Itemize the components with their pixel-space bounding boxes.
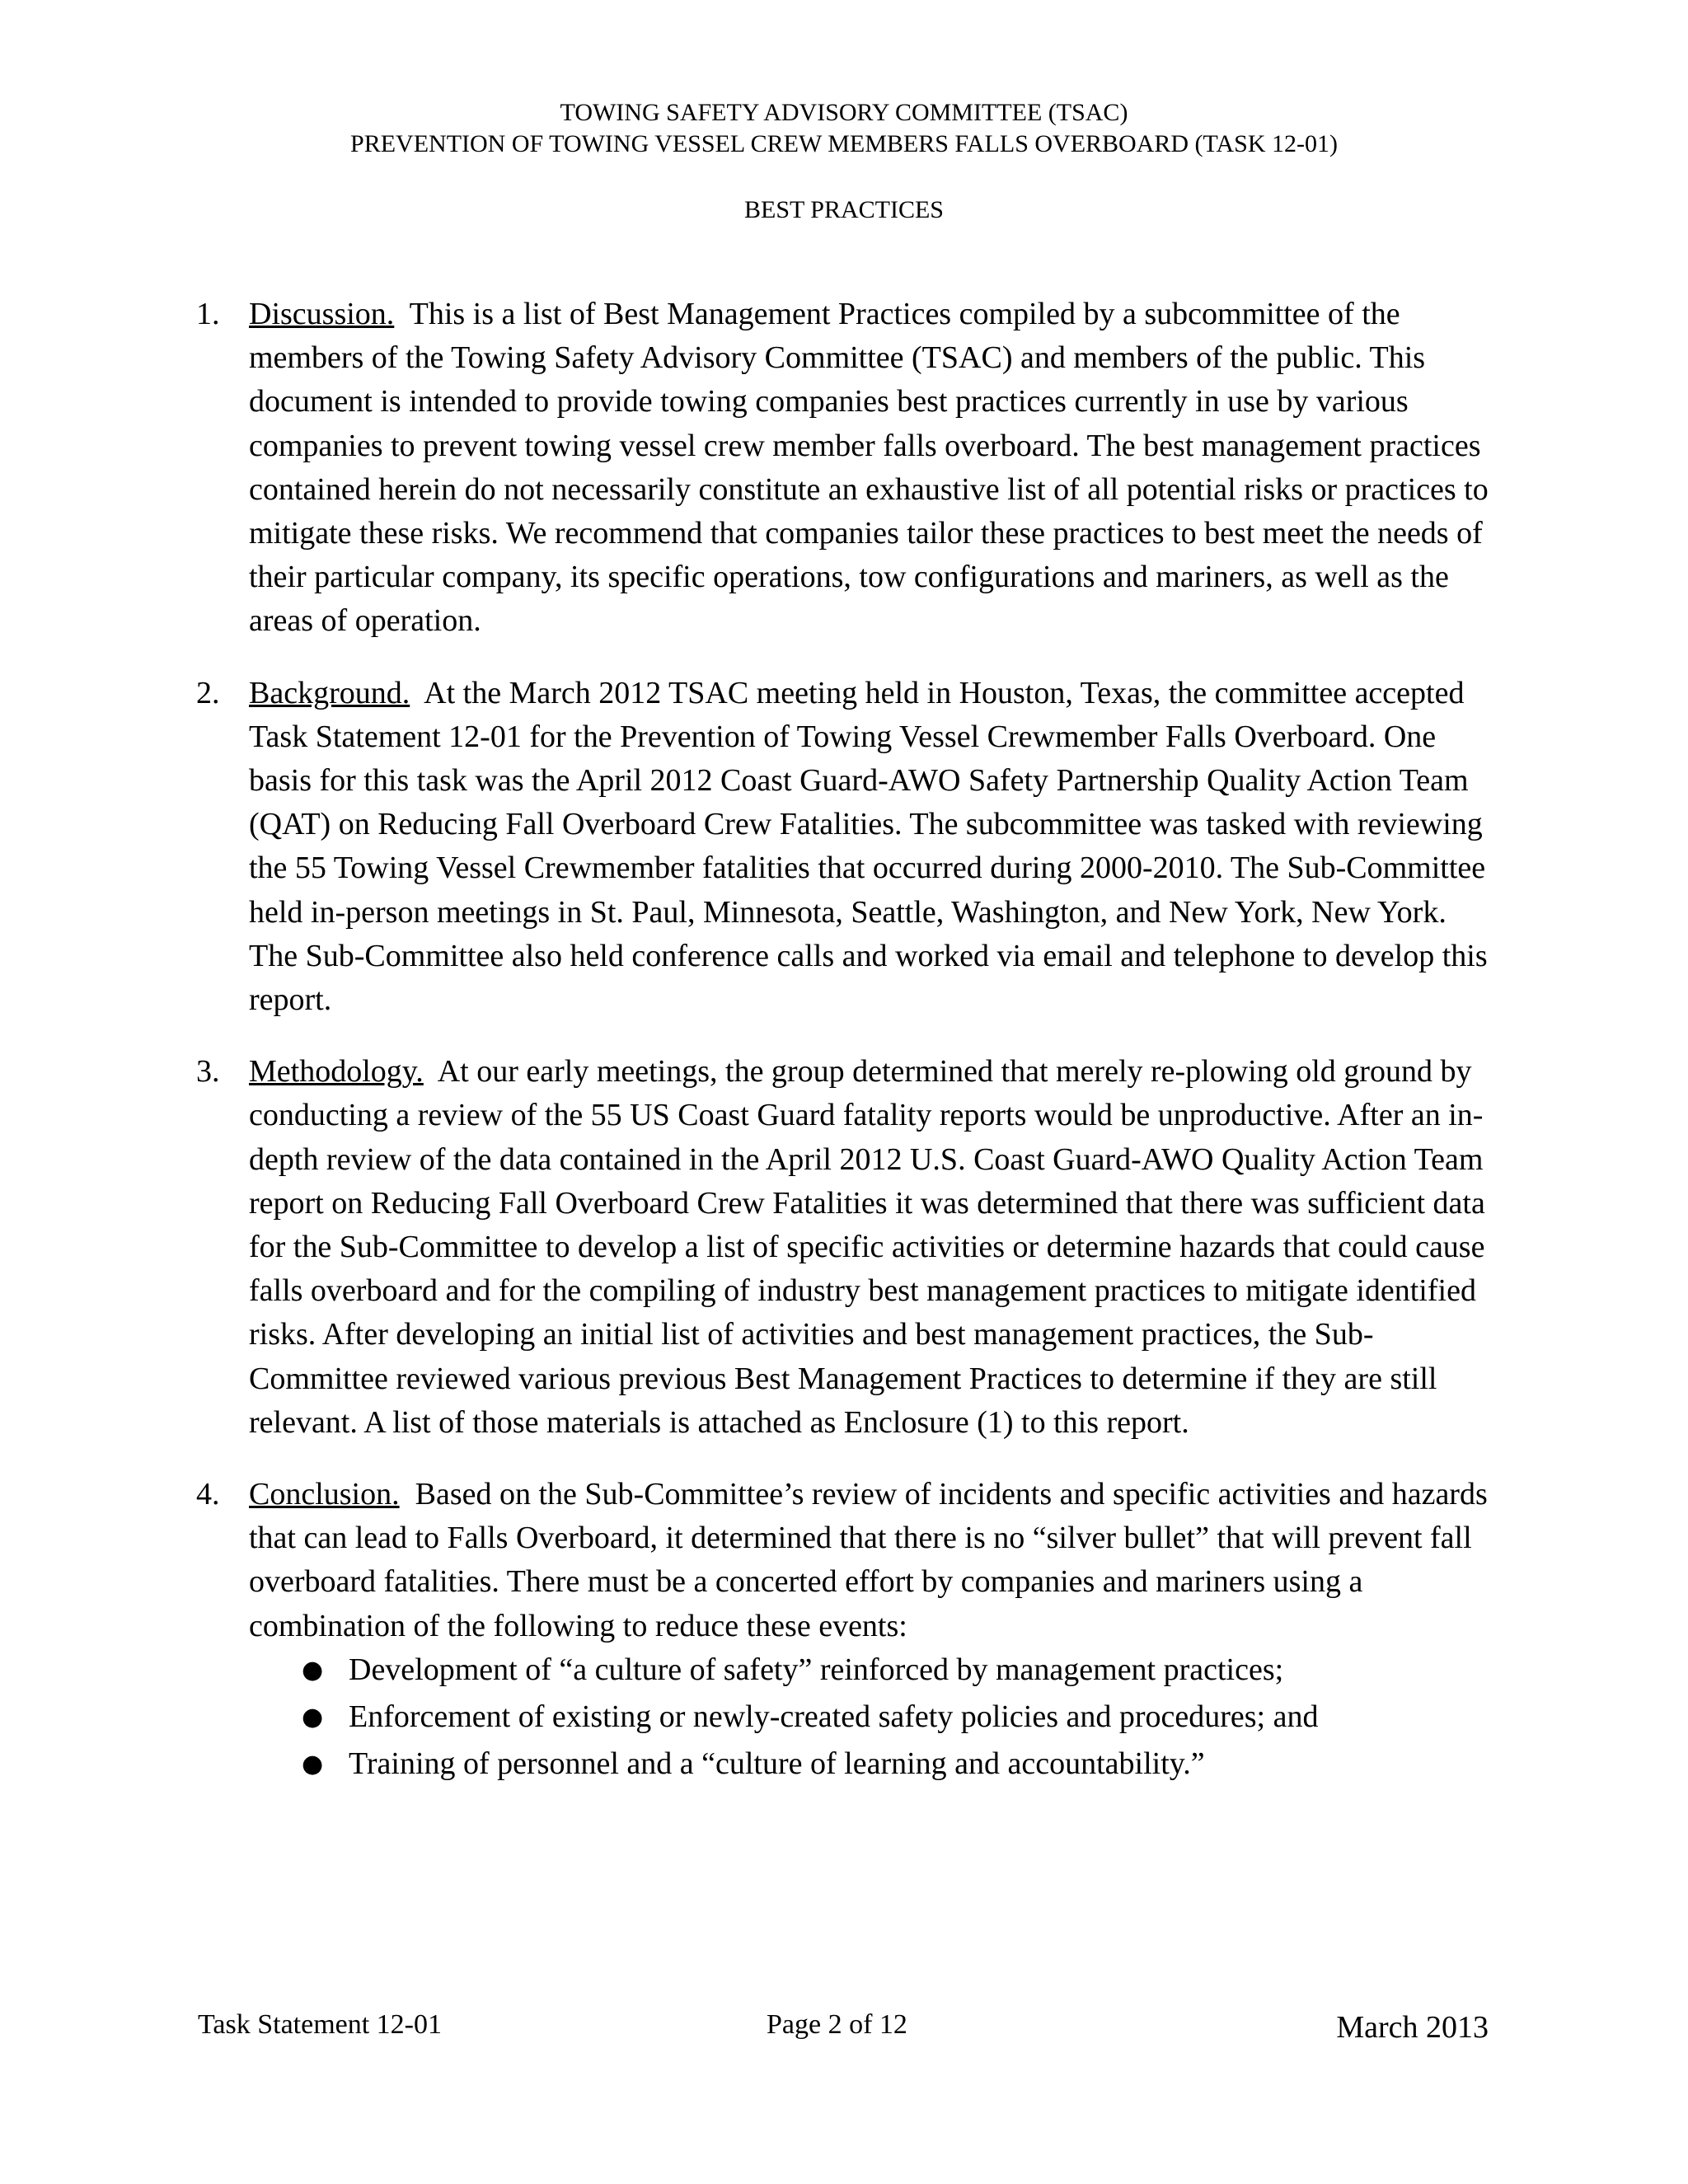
- section-text: This is a list of Best Management Practices compiled by a subcommittee of the members of the Towing Safety Advisory Committee (TSAC) and members of the public. This document is intended to provide towing companies best practices currently in use by various companies to prevent towing vessel crew member falls overboard. The best management practices contained herein do not necessarily constitute an exhaustive list of all potential risks or practices to mitigate these risks. We recommend that companies tailor these practices to best meet the needs of their particular company, its specific operations, tow configurations and mariners, as well as the areas of operation.: [249, 297, 1489, 639]
- list-item: [249, 1695, 1498, 1742]
- section-title: Methodology.: [249, 1054, 424, 1090]
- section-text: Based on the Sub-Committee’s review of incidents and specific activities and hazards that can lead to Falls Overboard, it determined that there is no “silver bullet” that will prevent fall overboard fatalities. There must be a concerted effort by companies and mariners using a combination of the following to reduce these events:: [249, 1477, 1488, 1643]
- document-body: [196, 293, 1498, 1817]
- page-footer: [198, 2009, 1489, 2046]
- bullet-text: Training of personnel and a “culture of learning and accountability.”: [349, 1746, 1205, 1781]
- bullet-icon: ●: [302, 1702, 324, 1732]
- footer-task-statement: Task Statement 12-01: [198, 2009, 443, 2040]
- list-item: [249, 1648, 1498, 1695]
- section-discussion: [196, 293, 1498, 644]
- bullet-icon: ●: [302, 1655, 324, 1685]
- header-committee-title: TOWING SAFETY ADVISORY COMMITTEE (TSAC): [560, 99, 1128, 126]
- bullet-text: Enforcement of existing or newly-created safety policies and procedures; and: [349, 1699, 1319, 1734]
- section-title: Discussion.: [249, 297, 395, 331]
- section-text: At our early meetings, the group determined that merely re-plowing old ground by conducting a review of the 55 US Coast Guard fatality reports would be unproductive. After an in-depth review of the data contained in the April 2012 U.S. Coast Guard-AWO Quality Action Team report on Reducing Fall Overboard Crew Fatalities it was determined that there was sufficient data for the Sub-Committee to develop a list of specific activities or determine hazards that could cause falls overboard and for the compiling of industry best management practices to mitigate identified risks. After developing an initial list of activities and best management practices, the Sub-Committee reviewed various previous Best Management Practices to determine if they are still relevant. A list of those materials is attached as Enclosure (1) to this report.: [249, 1054, 1485, 1440]
- document-header: [0, 97, 1688, 226]
- section-number: 4.: [196, 1477, 220, 1512]
- bullet-text: Development of “a culture of safety” reinforced by management practices;: [349, 1652, 1284, 1687]
- section-conclusion: [196, 1473, 1498, 1789]
- section-number: 3.: [196, 1054, 220, 1090]
- section-number: 1.: [196, 297, 220, 331]
- footer-page-number: Page 2 of 12: [767, 2009, 907, 2040]
- section-text: At the March 2012 TSAC meeting held in Houston, Texas, the committee accepted Task Statement 12-01 for the Prevention of Towing Vessel Crewmember Falls Overboard. One basis for this task was the April 2012 Coast Guard-AWO Safety Partnership Quality Action Team (QAT) on Reducing Fall Overboard Crew Fatalities. The subcommittee was tasked with reviewing the 55 Towing Vessel Crewmember fatalities that occurred during 2000-2010. The Sub-Committee held in-person meetings in St. Paul, Minnesota, Seattle, Washington, and New York, New York. The Sub-Committee also held conference calls and worked via email and telephone to develop this report.: [249, 675, 1488, 1018]
- section-title: Conclusion.: [249, 1477, 400, 1512]
- list-item: [249, 1742, 1498, 1789]
- bullet-icon: ●: [302, 1749, 324, 1779]
- section-number: 2.: [196, 675, 220, 710]
- header-task-title: PREVENTION OF TOWING VESSEL CREW MEMBERS FALLS OVERBOARD (TASK 12-01): [350, 130, 1338, 157]
- section-background: [196, 672, 1498, 1023]
- section-title: Background.: [249, 675, 410, 710]
- conclusion-bullet-list: [249, 1648, 1498, 1789]
- section-methodology: [196, 1050, 1498, 1445]
- header-subtitle: BEST PRACTICES: [743, 196, 944, 223]
- footer-date: March 2013: [1336, 2010, 1489, 2045]
